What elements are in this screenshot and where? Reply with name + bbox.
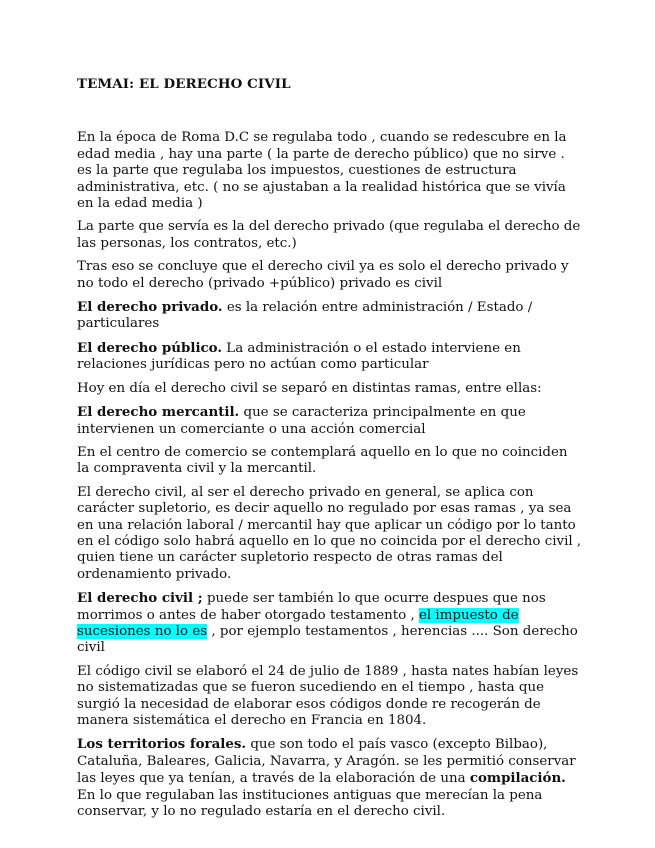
text-territorios-forales: que son todo el país vasco (excepto Bilbao), Cataluña, Baleares, Galicia, Navarra, y Aragón. se les permitió conservar las leyes que ya tenían, a través de la elaboración de una: [77, 737, 576, 787]
paragraph-territorios-forales: [77, 736, 583, 820]
term-derecho-mercantil: El derecho mercantil.: [77, 404, 240, 421]
paragraph-derecho-civil: [77, 590, 583, 657]
paragraph-derecho-mercantil: [77, 404, 583, 438]
document-page: [77, 76, 583, 827]
term-derecho-publico: El derecho público.: [77, 339, 223, 356]
paragraph-centro-comercio: En el centro de comercio se contemplará aquello en lo que no coinciden la compraventa civil y la mercantil.: [77, 444, 568, 477]
paragraph-derecho-privado-servia: La parte que servía es la del derecho privado (que regulaba el derecho de las personas, los contratos, etc.): [77, 219, 581, 251]
definition-derecho-publico: La administración o el estado interviene en relaciones jurídicas pero no actúan como particular: [77, 340, 521, 373]
paragraph-codigo-civil: El código civil se elaboró el 24 de julio de 1889 , hasta nates habían leyes no sistematizadas que se fueron sucediendo en el tiempo , hasta que surgió la necesidad de elaborar esos códigos donde re recogerán de manera sistemática el derecho en Francia en 1804.: [77, 663, 579, 728]
term-derecho-privado: El derecho privado.: [77, 299, 223, 316]
paragraph-ramas: Hoy en día el derecho civil se separó en distintas ramas, entre ellas:: [77, 380, 542, 396]
highlighted-text: el impuesto de sucesiones no lo es: [77, 607, 519, 639]
paragraph-supletorio: El derecho civil, al ser el derecho privado en general, se aplica con carácter supletorio, es decir aquello no regulado por esas ramas , ya sea en una relación laboral / mercantil hay que aplicar un código por lo tanto en el código solo habrá aquello en lo que no coincida por el derecho civil , quien tiene un carácter supletorio respecto de otras ramas del ordenamiento privado.: [77, 484, 582, 582]
document-title: TEMAI: EL DERECHO CIVIL: [77, 76, 291, 92]
paragraph-conclusion: Tras eso se concluye que el derecho civil ya es solo el derecho privado y no todo el derecho (privado +público) privado es civil: [77, 259, 569, 291]
term-territorios-forales: Los territorios forales.: [77, 736, 247, 753]
text-territorios-forales-end: En lo que regulaban las instituciones antiguas que merecían la pena conservar, y lo no regulado estaría en el derecho civil.: [77, 787, 543, 820]
definition-derecho-mercantil: que se caracteriza principalmente en que intervienen un comerciante o una acción comercial: [77, 405, 526, 437]
paragraph-derecho-privado: [77, 299, 583, 333]
definition-derecho-privado: es la relación entre administración / Estado / particulares: [77, 300, 533, 332]
paragraph-derecho-publico: [77, 340, 583, 374]
term-compilacion: compilación.: [469, 770, 566, 787]
text-derecho-civil: puede ser también lo que ocurre despues que nos morrimos o antes de haber otorgado testamento ,: [77, 591, 546, 623]
paragraph-roma: En la época de Roma D.C se regulaba todo , cuando se redescubre en la edad media , hay una parte ( la parte de derecho público) que no sirve . es la parte que regulaba los impuestos, cuestiones de estructura administrativa, etc. ( no se ajustaban a la realidad histórica que se vivía en la edad media ): [77, 130, 567, 212]
term-derecho-civil: El derecho civil ;: [77, 590, 203, 607]
text-derecho-civil-end: , por ejemplo testamentos , herencias .... Son derecho civil: [77, 623, 578, 656]
